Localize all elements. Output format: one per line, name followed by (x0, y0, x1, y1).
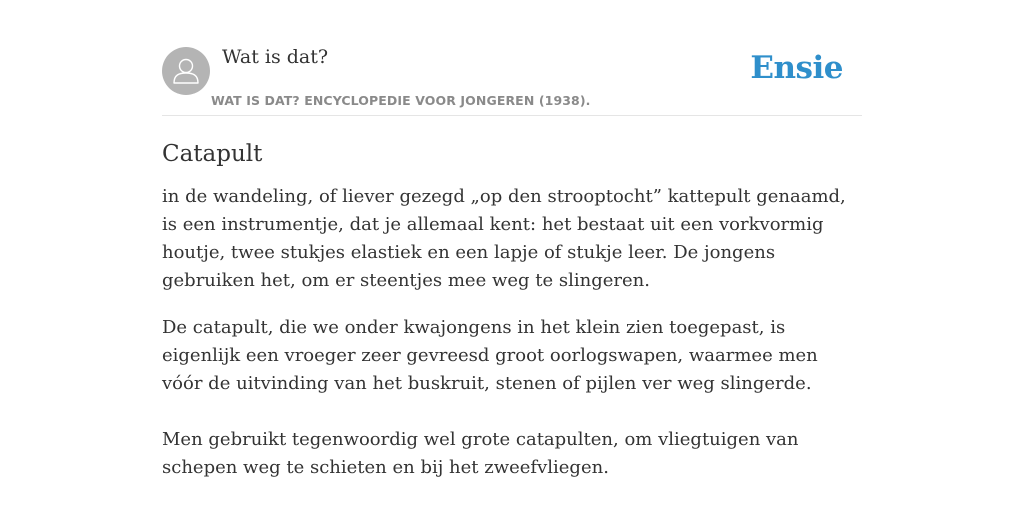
article-paragraph: in de wandeling, of liever gezegd „op den strooptocht” kattepult genaamd, is een instrumentje, dat je allemaal kent: het bestaat uit een vorkvormig houtje, twee stukjes elastiek en een lapje of stukje leer. De jongens gebruiken het, om er steentjes mee weg te slingeren. (162, 186, 846, 291)
book-subtitle: WAT IS DAT? ENCYCLOPEDIE VOOR JONGEREN (1938). (211, 93, 591, 108)
article-paragraph: Men gebruikt tegenwoordig wel grote catapulten, om vliegtuigen van schepen weg te schieten en bij het zweefvliegen. (162, 429, 799, 478)
source-header (162, 0, 862, 116)
user-avatar-icon[interactable] (162, 47, 210, 95)
ensie-logo[interactable]: Ensie (750, 50, 843, 86)
user-silhouette-icon (162, 47, 210, 95)
entry-title: Catapult (162, 141, 263, 167)
article (162, 138, 862, 482)
article-paragraph: De catapult, die we onder kwajongens in het klein zien toegepast, is eigenlijk een vroeger zeer gevreesd groot oorlogswapen, waarmee men vóór de uitvinding van het buskruit, stenen of pijlen ver weg slingerde. (162, 317, 818, 394)
book-title[interactable]: Wat is dat? (222, 46, 329, 68)
